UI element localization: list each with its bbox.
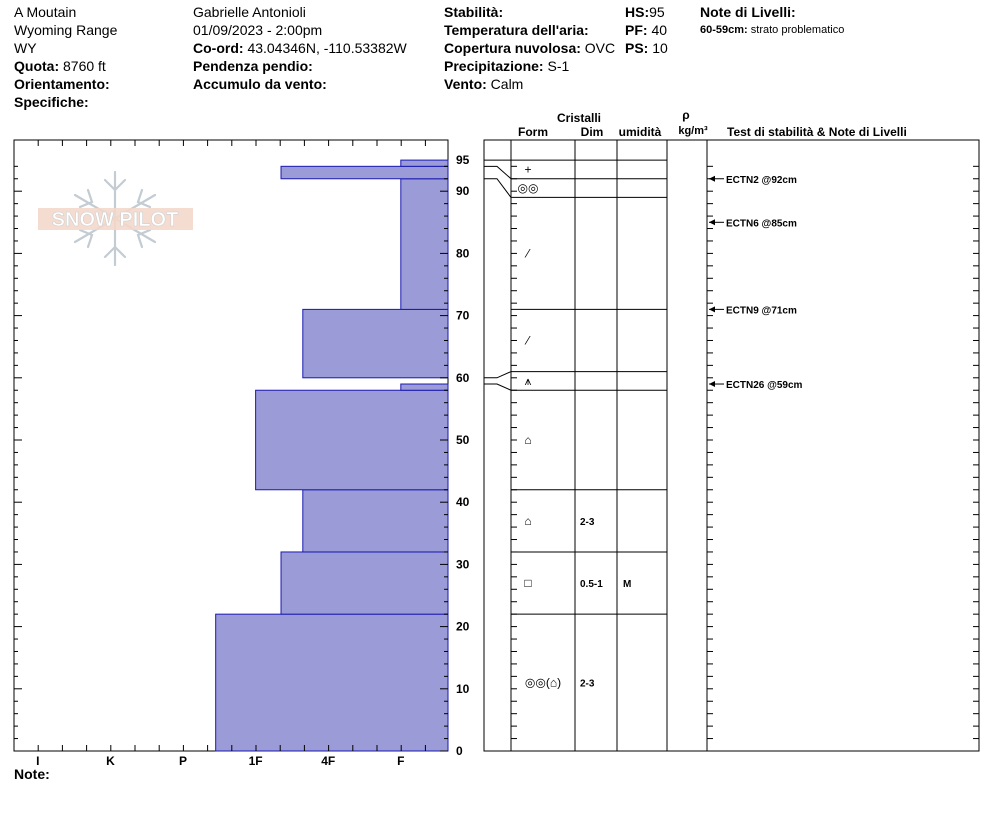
- hs-label: HS:: [625, 4, 650, 20]
- x-tick-label: 4F: [321, 754, 336, 768]
- hs-value: 95: [649, 4, 665, 20]
- test-arrowhead: [709, 219, 715, 225]
- ps-label: PS:: [625, 40, 649, 56]
- layer-connector: [484, 179, 511, 198]
- stabilita-label: Stabilità:: [444, 4, 504, 20]
- layer-moisture: M: [623, 579, 632, 591]
- layer-dim: 2-3: [580, 678, 595, 690]
- layer-connector: [484, 372, 511, 378]
- y-tick-label: 20: [456, 619, 470, 634]
- x-tick-label: P: [179, 754, 188, 768]
- test-arrowhead: [709, 381, 715, 387]
- coord-value: 43.04346N, -110.53382W: [247, 40, 407, 56]
- dim-header: Dim: [580, 125, 604, 139]
- note-range: 60-59cm:: [700, 24, 748, 36]
- quota-value: 8760 ft: [63, 58, 106, 74]
- vento-label: Vento:: [444, 76, 487, 92]
- y-tick-label: 90: [456, 184, 470, 199]
- accumulo-label: Accumulo da vento:: [193, 76, 327, 92]
- layer-dim: 2-3: [580, 516, 595, 528]
- specifiche-label: Specifiche:: [14, 94, 89, 110]
- copertura-label: Copertura nuvolosa:: [444, 40, 581, 56]
- location: A Moutain: [14, 4, 77, 20]
- test-header: Test di stabilità & Note di Livelli: [727, 125, 907, 139]
- note-livelli-label: Note di Livelli:: [700, 4, 796, 20]
- layer-connector: [484, 384, 511, 390]
- y-tick-label: 95: [456, 153, 470, 168]
- layer-form: ⌂: [524, 513, 532, 528]
- y-tick-label: 40: [456, 495, 470, 510]
- hardness-bar: [303, 309, 448, 377]
- state: WY: [14, 40, 37, 56]
- layer-form: ⩚: [524, 373, 532, 388]
- ps-value: 10: [652, 40, 668, 56]
- quota-label: Quota:: [14, 58, 60, 74]
- rho-header: ρ: [682, 108, 690, 122]
- hardness-bar: [256, 390, 448, 490]
- y-tick-label: 30: [456, 557, 470, 572]
- cristalli-header: Cristalli: [556, 111, 602, 125]
- precipitazione-value: S-1: [547, 58, 570, 74]
- range: Wyoming Range: [14, 22, 118, 38]
- hardness-bar: [401, 179, 448, 310]
- layer-form: ⌂: [524, 433, 532, 447]
- test-label: ECTN2 @92cm: [726, 174, 797, 186]
- logo-text: SNOW PILOT: [51, 209, 179, 231]
- layer-form: ◎◎: [517, 181, 539, 196]
- footer-note-label: Note:: [14, 766, 50, 782]
- x-tick-label: F: [397, 754, 405, 768]
- layer-form: +: [524, 162, 532, 177]
- vento-value: Calm: [490, 76, 524, 92]
- precipitazione-label: Precipitazione:: [444, 58, 544, 74]
- test-label: ECTN9 @71cm: [726, 305, 797, 317]
- hardness-bar: [401, 160, 448, 166]
- layer-form: ⁄: [526, 333, 530, 348]
- test-arrowhead: [709, 176, 715, 182]
- layer-table: [484, 140, 979, 751]
- umidita-header: umidità: [618, 125, 662, 139]
- test-label: ECTN26 @59cm: [726, 380, 803, 392]
- copertura-value: OVC: [584, 40, 616, 56]
- y-tick-label: 80: [456, 246, 470, 261]
- y-tick-label: 60: [456, 370, 470, 385]
- layer-dim: 0.5-1: [580, 579, 603, 591]
- layer-form: ⁄: [526, 246, 530, 261]
- datetime: 01/09/2023 - 2:00pm: [193, 22, 323, 38]
- hardness-bar: [281, 166, 448, 178]
- coord-label: Co-ord:: [193, 40, 244, 56]
- pf-value: 40: [651, 22, 668, 38]
- test-label: ECTN6 @85cm: [726, 218, 797, 230]
- observer: Gabrielle Antonioli: [193, 4, 306, 20]
- snow-pilot-logo: [38, 172, 193, 265]
- layer-form: □: [524, 576, 532, 591]
- density-unit-header: kg/m³: [678, 125, 708, 137]
- hardness-bar: [303, 490, 448, 552]
- y-tick-label: 10: [456, 681, 470, 696]
- note-text: strato problematico: [750, 24, 845, 36]
- layer-form: ◎◎(⌂): [524, 675, 562, 690]
- layer-connector: [484, 166, 511, 178]
- hardness-profile: [14, 140, 470, 768]
- x-tick-label: I: [36, 754, 40, 768]
- y-tick-label: 70: [456, 308, 470, 323]
- x-tick-label: K: [106, 754, 115, 768]
- y-tick-label: 50: [456, 433, 470, 447]
- temperatura-label: Temperatura dell'aria:: [444, 22, 589, 38]
- form-header: Form: [518, 125, 548, 139]
- pendenza-label: Pendenza pendio:: [193, 58, 313, 74]
- pf-label: PF:: [625, 22, 648, 38]
- orientamento-label: Orientamento:: [14, 76, 110, 92]
- test-arrowhead: [709, 306, 715, 312]
- y-tick-label: 0: [456, 744, 463, 758]
- x-tick-label: 1F: [248, 754, 263, 768]
- hardness-bar: [281, 552, 448, 614]
- hardness-bar: [401, 384, 448, 390]
- hardness-bar: [216, 614, 448, 751]
